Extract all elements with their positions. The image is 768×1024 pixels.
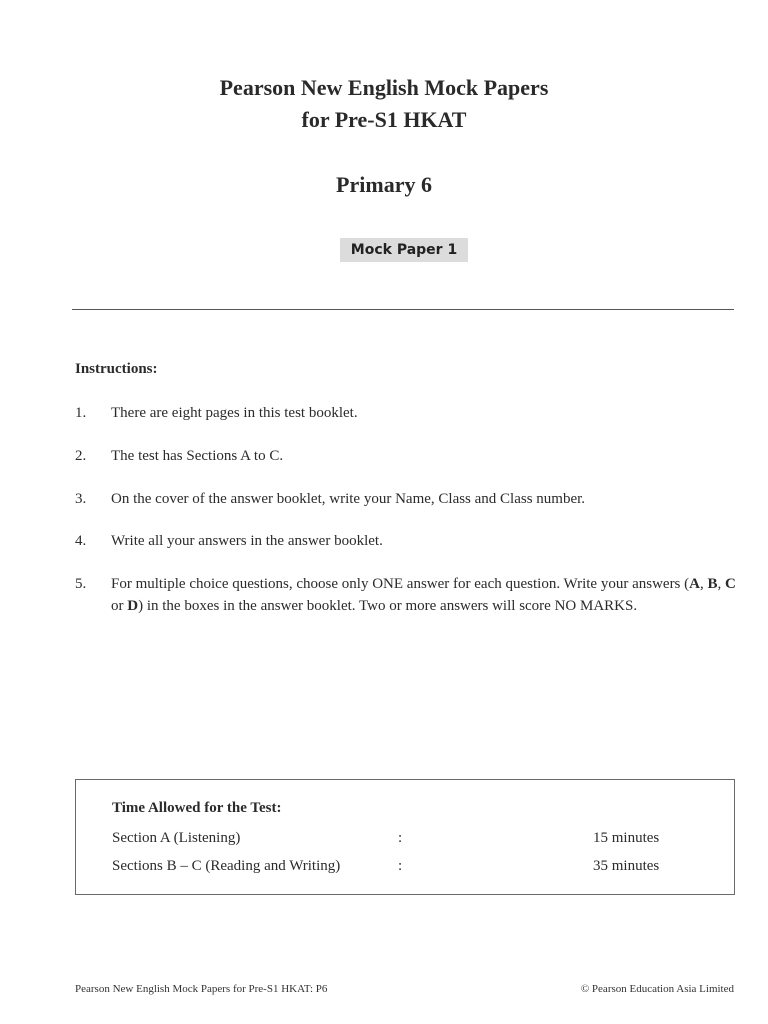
footer-left: Pearson New English Mock Papers for Pre-S1 HKAT: P6	[75, 983, 328, 995]
duration-value: 15 minutes	[593, 830, 660, 846]
section-label: Section A (Listening)	[112, 830, 241, 846]
instruction-number: 1.	[75, 405, 87, 421]
colon-separator: :	[398, 830, 403, 846]
duration-value: 35 minutes	[593, 858, 660, 874]
time-row	[112, 858, 702, 880]
instruction-text: For multiple choice questions, choose only ONE answer for each question. Write your answers (A, B, C or D) in the boxes in the answer booklet. Two or more answers will score NO MARKS.	[111, 576, 736, 614]
section-label: Sections B – C (Reading and Writing)	[112, 858, 341, 874]
instruction-number: 3.	[75, 491, 87, 507]
time-row	[112, 830, 702, 852]
instruction-text: Write all your answers in the answer booklet.	[111, 533, 383, 549]
title-line-2: for Pre-S1 HKAT	[301, 107, 467, 132]
footer-right: © Pearson Education Asia Limited	[580, 983, 734, 995]
instruction-text: There are eight pages in this test booklet.	[111, 405, 358, 421]
mock-paper-badge: Mock Paper 1	[340, 238, 468, 262]
instruction-number: 5.	[75, 576, 87, 592]
time-allowed-heading: Time Allowed for the Test:	[112, 800, 282, 816]
time-allowed-box	[75, 779, 735, 895]
level-title: Primary 6	[336, 172, 432, 197]
instruction-text: On the cover of the answer booklet, write your Name, Class and Class number.	[111, 491, 586, 507]
colon-separator: :	[398, 858, 403, 874]
instructions-heading: Instructions:	[75, 361, 158, 377]
divider-rule	[72, 309, 734, 310]
title-line-1: Pearson New English Mock Papers	[219, 75, 549, 100]
instruction-number: 4.	[75, 533, 87, 549]
instruction-number: 2.	[75, 448, 87, 464]
instruction-text: The test has Sections A to C.	[111, 448, 284, 464]
